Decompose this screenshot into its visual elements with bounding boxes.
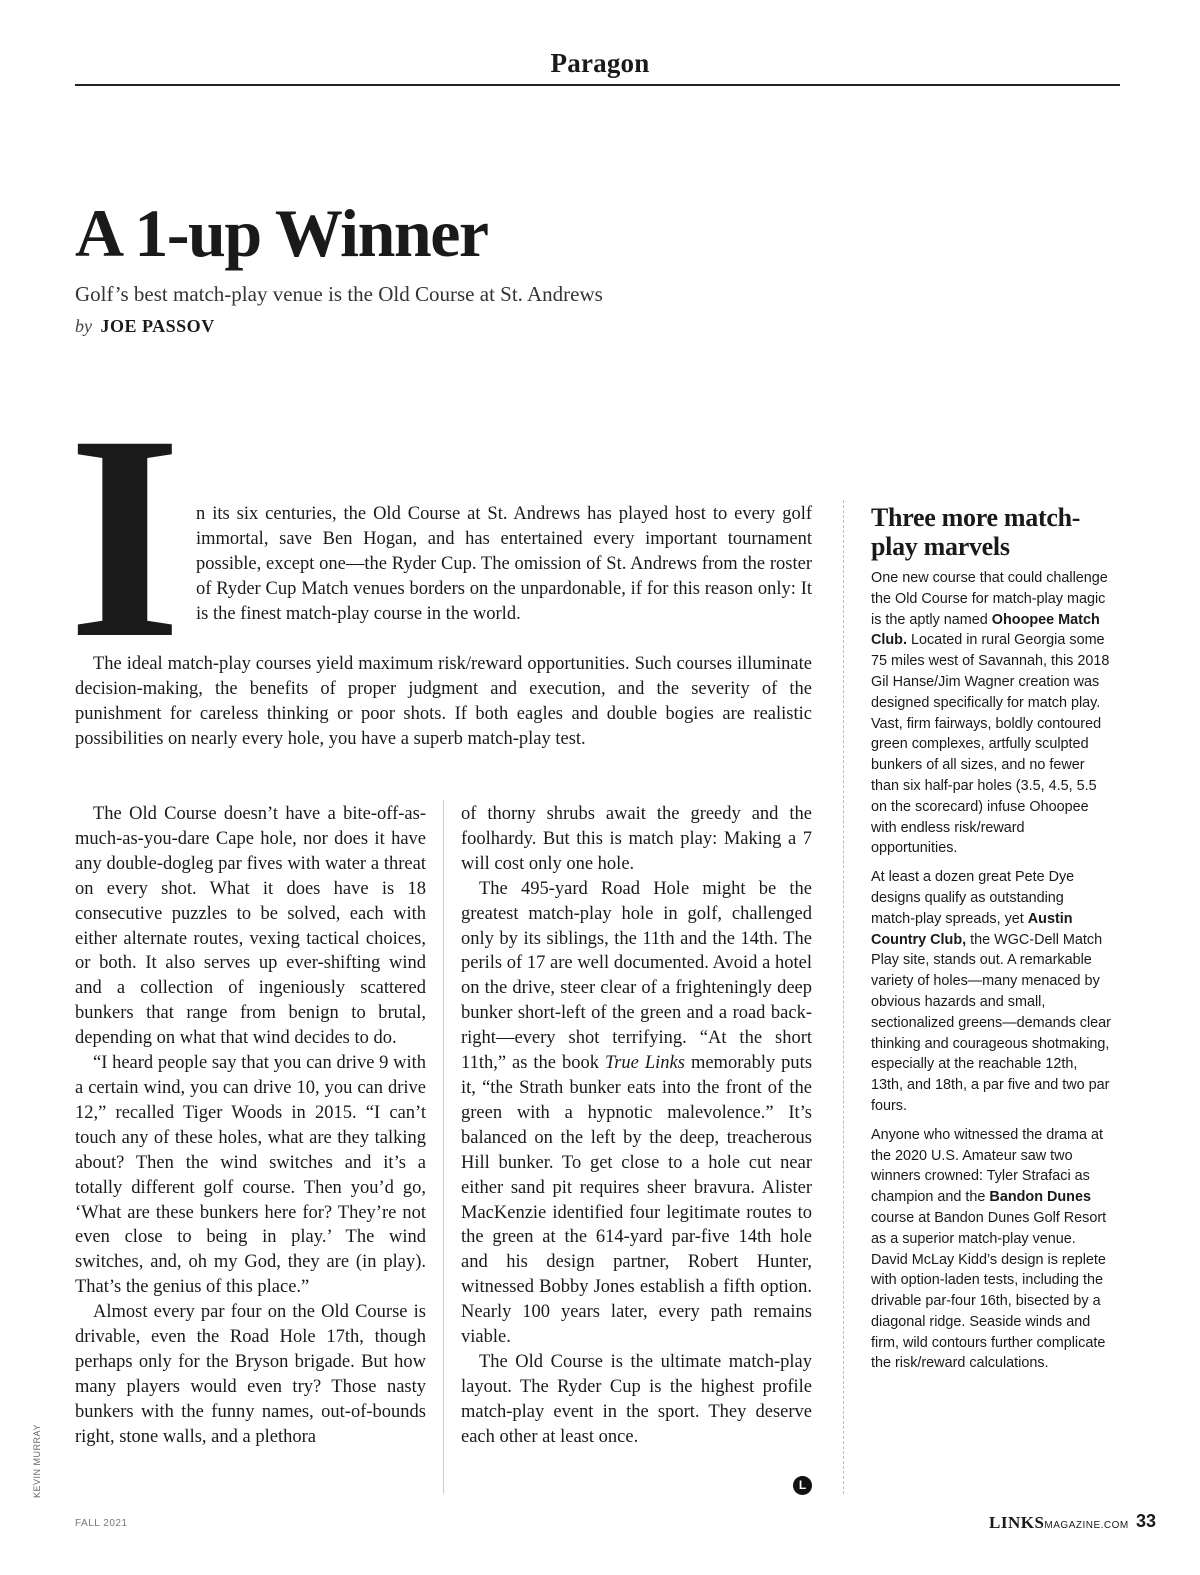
body-column-2 — [461, 802, 812, 1450]
section-label: Paragon — [550, 48, 650, 78]
body-paragraph: Almost every par four on the Old Course is drivable, even the Road Hole 17th, though perhaps only for the Bryson brigade. But how many players would even try? Those nasty bunkers with the funny names, out-of-bounds right, stone walls, and a plethora — [75, 1302, 426, 1447]
photo-credit: KEVIN MURRAY — [32, 1424, 42, 1498]
sidebar-paragraph — [871, 1125, 1111, 1375]
book-title: True Links — [604, 1053, 685, 1074]
sidebar-text: Located in rural Georgia some 75 miles west of Savannah, this 2018 Gil Hanse/Jim Wagner creation was designed specifically for match play. Vast, firm fairways, boldly contoured green complexes, artfully sculpted bunkers of all sizes, and no fewer than six half-par holes (3.5, 4.5, 5.5 on the scorecard) infuse Ohoopee with endless risk/reward opportunities. — [871, 632, 1110, 857]
author-name: JOE PASSOV — [100, 316, 215, 336]
issue-label: FALL 2021 — [75, 1518, 128, 1529]
lead-paragraph: n its six centuries, the Old Course at St. Andrews has played host to every golf immortal, save Ben Hogan, and has entertained every important tournament possible, except one—the Ryder Cup. The omission of St. Andrews from the roster of Ryder Cup Match venues borders on the unpardonable, if for this reason only: It is the finest match-play course in the world. — [196, 504, 812, 624]
body-paragraph: The Old Course is the ultimate match-play layout. The Ryder Cup is the highest profile match-play event in the sport. They deserve each other at least once. — [461, 1351, 812, 1447]
column-divider — [443, 800, 444, 1494]
sidebar-text: One new course that could challenge the Old Course for match-play magic is the aptly named — [871, 570, 1108, 628]
body-text-segment: memorably puts it, “the Strath bunker eats into the front of the green with a hypnotic malevolence.” It’s balanced on the left by the deep, treacherous Hill bunker. To get close to a hole cut near either sand pit requires sheer bravura. Alister MacKenzie identified four legitimate routes to the green at the 614-yard par-five 14th hole and his design partner, Robert Hunter, witnessed Bobby Jones establish a fifth option. Nearly 100 years later, every path remains viable. — [461, 1053, 813, 1348]
sidebar-text: the WGC-Dell Match Play site, stands out. A remarkable variety of holes—many menaced by obvious hazards and small, sectionalized greens—demands clear thinking and courageous shotmaking, especially at the reachable 12th, 13th, and 18th, a par five and two par fours. — [871, 931, 1111, 1114]
body-paragraph: “I heard people say that you can drive 9 with a certain wind, you can drive 10, you can drive 12,” recalled Tiger Woods in 2015. “I can’t touch any of these holes, what are they talking about? Then the wind switches and it’s a totally different golf course. Then you’d go, ‘What are these bunkers here for? They’re not even close to being in play.’ The wind switches, and, oh my God, they are (in play). That’s the genius of this place.” — [75, 1053, 426, 1298]
page-number: 33 — [1136, 1511, 1157, 1531]
article-deck: Golf’s best match-play venue is the Old Course at St. Andrews — [75, 282, 603, 306]
byline — [75, 316, 215, 337]
body-column-1 — [75, 802, 426, 1450]
article-title: A 1-up Winner — [75, 195, 488, 271]
sidebar-title: Three more match-play marvels — [871, 503, 1081, 561]
sidebar-divider — [843, 500, 844, 1494]
body-paragraph — [461, 877, 812, 1350]
course-name: Austin Country Club, — [871, 910, 1073, 948]
site-suffix: MAGAZINE.COM — [1044, 1520, 1129, 1531]
sidebar-text: Anyone who witnessed the drama at the 2020 U.S. Amateur saw two winners crowned: Tyler Strafaci as champion and the — [871, 1126, 1103, 1206]
intro-paragraph-2: The ideal match-play courses yield maximum risk/reward opportunities. Such courses illuminate decision-making, the benefits of proper judgment and execution, and the severity of the punishment for careless thinking or poor shots. If both eagles and double bogies are realistic possibilities on nearly every hole, you have a superb match-play test. — [75, 654, 812, 749]
sidebar — [871, 568, 1111, 1382]
brand-name: LINKS — [989, 1513, 1045, 1532]
end-mark-icon: L — [793, 1476, 812, 1495]
sidebar-text: course at Bandon Dunes Golf Resort as a superior match-play venue. David McLay Kidd’s design is replete with option-laden tests, including the drivable par-four 16th, bisected by a diagonal ridge. Seaside winds and firm, wild contours further complicate the risk/reward calculations. — [871, 1209, 1107, 1372]
sidebar-paragraph — [871, 568, 1111, 859]
sidebar-text: At least a dozen great Pete Dye designs qualify as outstanding match-play spreads, yet — [871, 869, 1075, 927]
byline-prefix: by — [75, 316, 92, 336]
body-text-segment: The 495-yard Road Hole might be the greatest match-play hole in golf, challenged only by its siblings, the 11th and the 14th. The perils of 17 are well documented. Avoid a hotel on the drive, steer clear of a frighteningly deep bunker short-left of the green and a road back-right—every shot terrifying. “At the short 11th,” as the book — [461, 878, 812, 1074]
body-paragraph: of thorny shrubs await the greedy and the foolhardy. But this is match play: Making a 7 will cost only one hole. — [461, 804, 812, 874]
sidebar-paragraph — [871, 867, 1111, 1117]
course-name: Bandon Dunes — [989, 1189, 1091, 1206]
course-name: Ohoopee Match Club. — [871, 611, 1100, 649]
header-rule — [75, 84, 1120, 86]
magazine-site — [989, 1513, 1129, 1533]
drop-cap: I — [68, 376, 182, 699]
body-paragraph: The Old Course doesn’t have a bite-off-as-much-as-you-dare Cape hole, nor does it have any double-dogleg par fives with water a threat on every shot. What it does have is 18 consecutive puzzles to be solved, each with either alternate routes, vexing tactical choices, or both. It also serves up ever-shifting wind and a collection of ingeniously scattered bunkers that range from benign to brutal, depending on what that wind decides to do. — [75, 804, 426, 1049]
